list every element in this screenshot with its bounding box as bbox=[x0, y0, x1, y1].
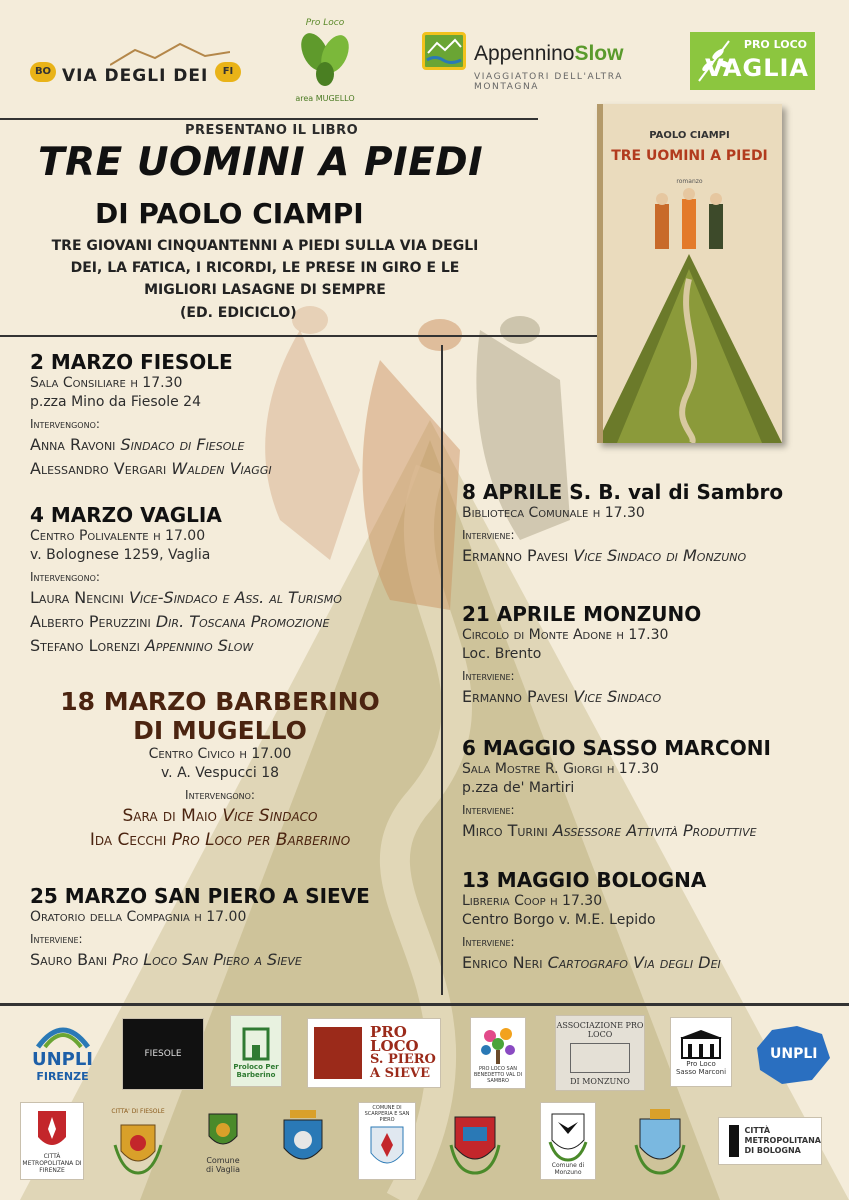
crest-icon bbox=[447, 1105, 503, 1177]
unpli-city: FIRENZE bbox=[36, 1070, 89, 1083]
appennino-slow-tagline: VIAGGIATORI DELL'ALTRA MONTAGNA bbox=[474, 72, 624, 92]
event-date-place: 8 APRILE S. B. val di Sambro bbox=[462, 480, 784, 504]
monzuno-top: ASSOCIAZIONE PRO LOCO bbox=[556, 1020, 644, 1039]
tower-icon bbox=[725, 1123, 739, 1159]
crest-icon bbox=[201, 1108, 245, 1156]
speaker bbox=[462, 544, 783, 568]
speaker-role: Sindaco di Fiesole bbox=[120, 435, 245, 454]
speakers-label: Intervengono: bbox=[30, 417, 100, 431]
event-venue: Sala Consiliare h 17.30 bbox=[30, 375, 183, 391]
event-venue: Libreria Coop h 17.30 bbox=[462, 893, 603, 909]
cm-bologna-logo bbox=[718, 1117, 822, 1165]
vaglia-text: VAGLIA bbox=[704, 54, 809, 82]
eagle-crest-icon bbox=[546, 1106, 590, 1162]
event-fiesole bbox=[30, 350, 272, 481]
event-venue: Sala Mostre R. Giorgi h 17.30 bbox=[462, 761, 659, 777]
proloco-label: Pro Loco bbox=[305, 18, 345, 28]
speaker-name: Ermanno Pavesi bbox=[462, 546, 569, 565]
proloco-san-piero-logo bbox=[307, 1018, 441, 1088]
speakers-label: Interviene: bbox=[30, 932, 83, 946]
cover-author: PAOLO CIAMPI bbox=[649, 130, 730, 141]
event-address: p.zza Mino da Fiesole 24 bbox=[30, 394, 202, 410]
speakers-label: Interviene: bbox=[462, 669, 515, 683]
event-address: p.zza de' Martiri bbox=[462, 780, 575, 796]
tower-icon bbox=[236, 1023, 276, 1063]
speaker-role: Vice Sindaco di Monzuno bbox=[573, 546, 747, 565]
cmb-line1: CITTÀ bbox=[744, 1126, 771, 1135]
italy-arc-icon bbox=[33, 1019, 93, 1049]
event-sambro bbox=[462, 480, 783, 568]
wave-icon bbox=[425, 35, 463, 67]
speaker bbox=[462, 685, 701, 709]
fiesole-crest bbox=[108, 1102, 168, 1180]
area-mugello-label: area MUGELLO bbox=[295, 94, 355, 103]
fiesole-crest-text: CITTA' DI FIESOLE bbox=[111, 1107, 165, 1115]
book-cover bbox=[597, 104, 782, 443]
fiesole-text: FIESOLE bbox=[144, 1049, 182, 1059]
speaker bbox=[30, 610, 342, 634]
event-bologna bbox=[462, 868, 721, 975]
speaker-name: Enrico Neri bbox=[462, 953, 543, 972]
event-place-cont: DI MUGELLO bbox=[133, 716, 307, 745]
cmb-line2: METROPOLITANA bbox=[744, 1136, 821, 1145]
speakers-label: Intervengono: bbox=[30, 570, 100, 584]
appennino-slow-logo bbox=[420, 30, 650, 95]
speakers-label: Interviene: bbox=[462, 528, 515, 542]
speakers-label: Interviene: bbox=[462, 935, 515, 949]
event-date-place: 13 MAGGIO BOLOGNA bbox=[462, 868, 707, 892]
proloco-mugello-logo bbox=[290, 18, 360, 113]
divider bbox=[0, 118, 538, 120]
book-author: DI PAOLO CIAMPI bbox=[95, 197, 364, 230]
speaker-name: Ermanno Pavesi bbox=[462, 687, 569, 706]
sp-line2: LOCO bbox=[370, 1037, 419, 1055]
speaker-name: Alessandro Vergari bbox=[30, 459, 167, 478]
comune-monzuno-logo bbox=[540, 1102, 596, 1180]
book-title: TRE UOMINI A PIEDI bbox=[38, 140, 484, 185]
event-address: v. Bolognese 1259, Vaglia bbox=[30, 547, 211, 563]
event-address: v. A. Vespucci 18 bbox=[160, 765, 280, 781]
event-sasso-marconi bbox=[462, 736, 771, 843]
scarperia-text: COMUNE DI SCARPERIA E SAN PIERO bbox=[364, 1105, 410, 1123]
sasso-line2: Sasso Marconi bbox=[675, 1068, 727, 1076]
presentano-label: PRESENTANO IL LIBRO bbox=[185, 123, 359, 138]
proloco-barberino-logo bbox=[230, 1015, 282, 1087]
sasso-line1: Pro Loco bbox=[686, 1060, 716, 1068]
speaker bbox=[30, 948, 370, 972]
speaker-role: Vice Sindaco bbox=[573, 687, 662, 706]
event-venue: Circolo di Monte Adone h 17.30 bbox=[462, 627, 669, 643]
speaker bbox=[30, 586, 342, 610]
sketch-icon bbox=[570, 1043, 630, 1073]
proloco-san-benedetto-logo bbox=[470, 1017, 526, 1089]
proloco-label: PRO LOCO bbox=[743, 38, 807, 51]
speaker-role: Assessore Attività Produttive bbox=[552, 821, 757, 840]
runner-icon bbox=[314, 1027, 362, 1079]
bo-badge: BO bbox=[30, 62, 56, 82]
speaker-role: Appennino Slow bbox=[144, 636, 254, 655]
speaker-name: Stefano Lorenzi bbox=[30, 636, 140, 655]
speaker-role: Vice-Sindaco e Ass. al Turismo bbox=[128, 588, 342, 607]
speaker-role: Cartografo Via degli Dei bbox=[547, 953, 721, 972]
fiesole-logo bbox=[122, 1018, 204, 1090]
sasso-marconi-crest bbox=[445, 1102, 505, 1180]
vaglia-line2: di Vaglia bbox=[205, 1165, 241, 1174]
sp-line1: PRO bbox=[370, 1023, 407, 1041]
monzuno-crest-text: Comune di Monzuno bbox=[551, 1162, 585, 1176]
crest-icon bbox=[632, 1105, 688, 1177]
san-benedetto-crest bbox=[630, 1102, 690, 1180]
fi-badge: FI bbox=[215, 62, 241, 82]
event-date-place: 21 APRILE MONZUNO bbox=[462, 602, 702, 626]
slow-text: Slow bbox=[574, 42, 624, 65]
event-venue: Biblioteca Comunale h 17.30 bbox=[462, 505, 645, 521]
speaker bbox=[462, 951, 721, 975]
event-address: Loc. Brento bbox=[462, 646, 542, 662]
divider bbox=[0, 335, 598, 337]
event-san-piero bbox=[30, 884, 370, 972]
appennino-slow-mark bbox=[422, 32, 466, 70]
event-venue: Centro Civico h 17.00 bbox=[148, 746, 292, 762]
speaker bbox=[30, 634, 342, 658]
sbenedetto-text: PRO LOCO SAN BENEDETTO VAL DI SAMBRO bbox=[473, 1066, 523, 1084]
sp-line4: A SIEVE bbox=[370, 1066, 430, 1081]
event-venue: Centro Polivalente h 17.00 bbox=[30, 528, 206, 544]
vaglia-line1: Comune bbox=[206, 1156, 240, 1165]
crest-icon bbox=[113, 1115, 163, 1175]
speaker-name: Laura Nencini bbox=[30, 588, 124, 607]
unpli-emilia-romagna-logo bbox=[752, 1018, 832, 1088]
unpli-firenze-logo bbox=[25, 1012, 100, 1090]
speaker-name: Mirco Turini bbox=[462, 821, 548, 840]
barberino-crest bbox=[275, 1102, 331, 1180]
appennino-slow-name bbox=[474, 42, 623, 66]
event-date-place: 4 MARZO VAGLIA bbox=[30, 503, 222, 527]
leaf-icon bbox=[295, 30, 355, 88]
column-divider bbox=[441, 345, 443, 995]
event-address: Centro Borgo v. M.E. Lepido bbox=[462, 912, 656, 928]
cover-subtitle: romanzo bbox=[676, 178, 703, 185]
via-degli-dei-text: VIA DEGLI DEI bbox=[62, 66, 209, 86]
via-degli-dei-logo bbox=[30, 40, 245, 100]
event-monzuno bbox=[462, 602, 701, 709]
unpli-text: UNPLI bbox=[31, 1049, 94, 1070]
cover-title: TRE UOMINI A PIEDI bbox=[611, 148, 768, 164]
speaker-role: Pro Loco per Barberino bbox=[171, 830, 351, 850]
barberino-text: Proloco Per Barberino bbox=[233, 1063, 279, 1079]
building-icon bbox=[678, 1028, 724, 1060]
speakers-label: Interviene: bbox=[462, 803, 515, 817]
speaker-name: Sauro Bani bbox=[30, 950, 108, 969]
speaker-role: Pro Loco San Piero a Sieve bbox=[112, 950, 302, 969]
crest-icon bbox=[278, 1106, 328, 1176]
speaker bbox=[20, 828, 420, 852]
speaker-name: Sara di Maio bbox=[122, 806, 217, 826]
proloco-sasso-marconi-logo bbox=[670, 1017, 732, 1087]
event-date-place: 18 MARZO BARBERINO bbox=[60, 687, 380, 716]
cm-firenze-text: CITTÀ METROPOLITANA DI FIRENZE bbox=[22, 1152, 82, 1174]
speaker-role: Dir. Toscana Promozione bbox=[155, 612, 330, 631]
book-editor: (ED. EDICICLO) bbox=[180, 305, 297, 321]
speaker-name: Alberto Peruzzini bbox=[30, 612, 151, 631]
speakers-label: Intervengono: bbox=[185, 788, 255, 802]
event-vaglia bbox=[30, 503, 342, 658]
event-date-place: 25 MARZO SAN PIERO A SIEVE bbox=[30, 884, 370, 908]
speaker bbox=[30, 433, 272, 457]
crest-icon bbox=[365, 1123, 409, 1177]
comune-vaglia-logo bbox=[195, 1102, 251, 1180]
event-barberino bbox=[20, 687, 420, 852]
speaker bbox=[30, 457, 272, 481]
sp-line3: S. PIERO bbox=[370, 1052, 436, 1067]
unpli-er-text: UNPLI bbox=[770, 1046, 818, 1062]
cmb-line3: DI BOLOGNA bbox=[744, 1146, 801, 1155]
scarperia-logo bbox=[358, 1102, 416, 1180]
event-date-place: 6 MAGGIO SASSO MARCONI bbox=[462, 736, 771, 760]
tree-icon bbox=[476, 1022, 520, 1066]
speaker-name: Anna Ravoni bbox=[30, 435, 116, 454]
event-venue: Oratorio della Compagnia h 17.00 bbox=[30, 909, 247, 925]
monzuno-bottom: DI MONZUNO bbox=[570, 1076, 630, 1086]
cm-firenze-logo bbox=[20, 1102, 84, 1180]
speaker-name: Ida Cecchi bbox=[89, 830, 167, 850]
speaker bbox=[462, 819, 771, 843]
proloco-monzuno-logo bbox=[555, 1015, 645, 1091]
appennino-text: Appennino bbox=[474, 42, 575, 65]
book-description: TRE GIOVANI CINQUANTENNI A PIEDI SULLA VIA DEGLI DEI, LA FATICA, I RICORDI, LE PRESE IN GIRO E LE MIGLIORI LASAGNE DI SEMPRE bbox=[51, 238, 479, 298]
footer-divider bbox=[0, 1003, 849, 1006]
speaker-role: Walden Viaggi bbox=[171, 459, 272, 478]
lily-crest-icon bbox=[34, 1109, 70, 1153]
speaker-role: Vice Sindaco bbox=[222, 806, 318, 826]
proloco-vaglia-logo bbox=[690, 32, 815, 90]
event-date-place: 2 MARZO FIESOLE bbox=[30, 350, 233, 374]
speaker bbox=[20, 804, 420, 828]
